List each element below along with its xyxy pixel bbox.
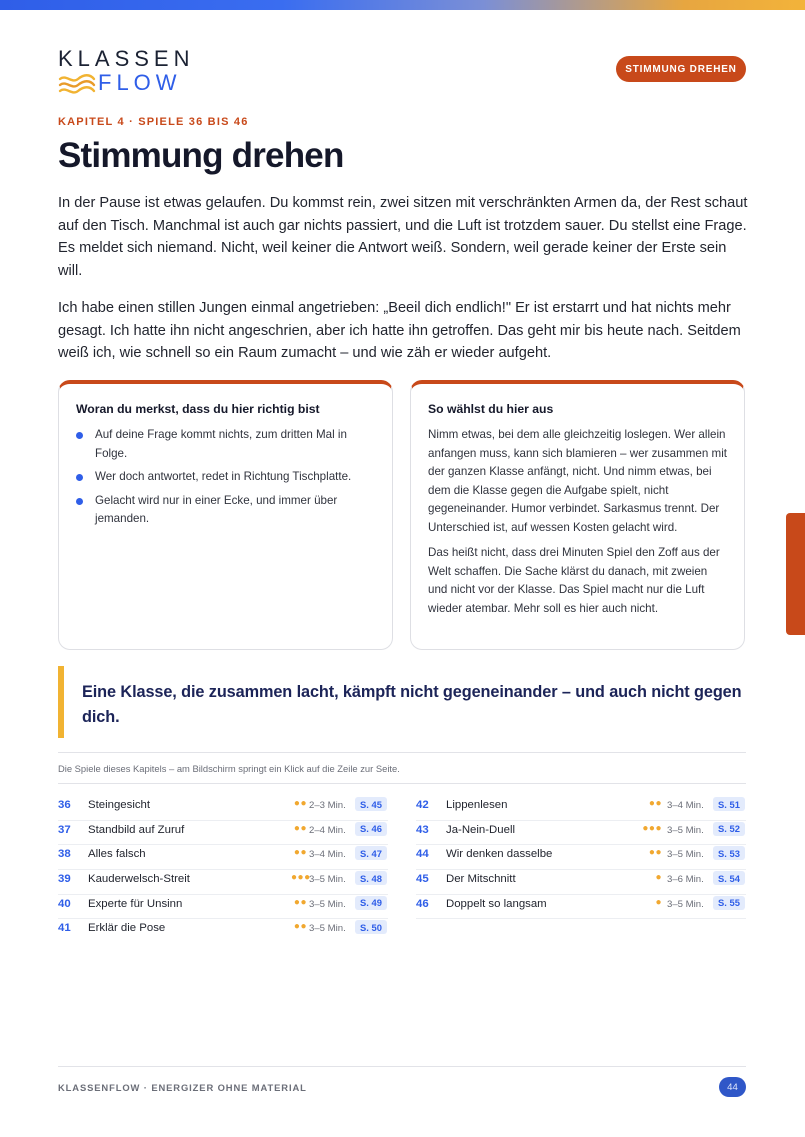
difficulty-dots-icon: ●●	[648, 847, 662, 859]
page-link[interactable]: S. 53	[713, 846, 745, 860]
game-row[interactable]	[58, 895, 388, 920]
page-link[interactable]: S. 54	[713, 871, 745, 885]
game-number: 45	[416, 873, 429, 886]
game-duration: 3–5 Min.	[667, 824, 704, 836]
game-name: Experte für Unsinn	[88, 897, 183, 910]
game-row[interactable]	[416, 821, 746, 846]
game-number: 39	[58, 873, 71, 886]
criteria-card	[58, 380, 393, 650]
difficulty-dots-icon: ●●	[293, 822, 307, 834]
bullet-icon	[76, 498, 83, 505]
selection-paragraph-1: Nimm etwas, bei dem alle gleichzeitig loslegen. Wer allein anfangen muss, kann sich blamieren – wer zusammen mit der ganzen Klasse anfängt, nicht. Und nimm etwas, bei dem die Klasse gegen die Aufgabe spielt, nicht gegeneinander. Humor verbindet. Sarkasmus trennt. Der Unterschied ist, auf wessen Kosten gelacht wird.	[428, 428, 727, 534]
top-gradient-bar	[0, 0, 805, 10]
game-row[interactable]	[58, 870, 388, 895]
criteria-heading: Woran du merkst, dass du hier richtig bist	[76, 402, 320, 416]
logo-text-bottom: FLOW	[98, 70, 182, 95]
game-row[interactable]	[416, 895, 746, 920]
page-title: Stimmung drehen	[58, 136, 344, 175]
game-number: 44	[416, 848, 429, 861]
game-number: 40	[58, 897, 71, 910]
game-duration: 2–3 Min.	[309, 800, 346, 811]
game-number: 36	[58, 799, 71, 811]
divider	[58, 783, 746, 784]
game-name: Erklär die Pose	[88, 922, 166, 935]
game-row[interactable]	[58, 796, 388, 821]
chapter-badge[interactable]: STIMMUNG DREHEN	[616, 56, 746, 82]
page-link[interactable]: S. 48	[355, 871, 387, 885]
game-name: Doppelt so langsam	[446, 897, 547, 910]
intro-paragraph-2: Ich habe einen stillen Jungen einmal angetrieben: „Beeil dich endlich!" Er ist erstarrt und hat nichts mehr gesagt. Ich hatte ihn nicht angeschrien, aber ich hatte ihn getroffen. Das geht mir bis heute nach. Seitdem weiß ich, wie schnell so ein Raum zumacht – und wie zäh er wieder aufgeht.	[58, 300, 741, 362]
game-number: 38	[58, 848, 71, 861]
chapter-side-tab[interactable]	[786, 513, 805, 635]
chapter-kicker: KAPITEL 4 · SPIELE 36 BIS 46	[58, 116, 249, 128]
difficulty-dots-icon: ●	[655, 872, 662, 884]
page-link[interactable]: S. 50	[355, 920, 387, 934]
games-list-left	[58, 796, 388, 944]
klassenflow-logo[interactable]	[58, 48, 198, 96]
page-link[interactable]: S. 55	[713, 896, 745, 910]
game-duration: 3–4 Min.	[309, 849, 346, 861]
difficulty-dots-icon: ●●	[293, 847, 307, 859]
game-number: 46	[416, 897, 429, 910]
game-number: 43	[416, 823, 429, 836]
game-name: Der Mitschnitt	[446, 873, 516, 886]
criteria-item: Wer doch antwortet, redet in Richtung Tischplatte.	[76, 468, 375, 487]
page-link[interactable]: S. 51	[713, 797, 745, 811]
difficulty-dots-icon: ●	[655, 896, 662, 908]
game-name: Kauderwelsch-Streit	[88, 873, 190, 886]
footer-text: KLASSENFLOW · ENERGIZER OHNE MATERIAL	[58, 1082, 307, 1093]
game-row[interactable]	[58, 845, 388, 870]
page-link[interactable]: S. 47	[355, 846, 387, 860]
difficulty-dots-icon: ●●●	[291, 872, 311, 884]
game-name: Ja-Nein-Duell	[446, 823, 516, 836]
difficulty-dots-icon: ●●	[648, 798, 662, 809]
game-duration: 3–5 Min.	[309, 923, 346, 935]
difficulty-dots-icon: ●●	[293, 896, 307, 908]
game-duration: 3–5 Min.	[667, 849, 704, 861]
selection-paragraph-2: Das heißt nicht, dass drei Minuten Spiel den Zoff aus der Welt schaffen. Die Sache klärst du danach, mit zweien und nicht vor der Klasse. Das Spiel macht nur die Luft wieder atembar. Mehr soll es hier auch nicht.	[428, 546, 720, 615]
pull-quote-text: Eine Klasse, die zusammen lacht, kämpft nicht gegeneinander – und auch nicht gegen dich.	[82, 683, 742, 726]
game-row[interactable]	[416, 796, 746, 821]
selection-heading: So wählst du hier aus	[428, 402, 554, 416]
difficulty-dots-icon: ●●●	[642, 822, 662, 834]
game-duration: 2–4 Min.	[309, 824, 346, 836]
game-name: Alles falsch	[88, 848, 146, 861]
game-name: Wir denken dasselbe	[446, 848, 553, 861]
game-duration: 3–5 Min.	[309, 874, 346, 886]
difficulty-dots-icon: ●●	[293, 921, 307, 933]
game-name: Standbild auf Zuruf	[88, 823, 185, 836]
game-name: Lippenlesen	[446, 799, 508, 811]
game-duration: 3–4 Min.	[667, 800, 704, 811]
pull-quote	[58, 666, 748, 738]
difficulty-dots-icon: ●●	[293, 798, 307, 809]
page-number-badge: 44	[719, 1077, 746, 1097]
games-note: Die Spiele dieses Kapitels – am Bildschirm springt ein Klick auf die Zeile zur Seite.	[58, 763, 400, 774]
page-link[interactable]: S. 49	[355, 896, 387, 910]
game-number: 37	[58, 823, 71, 836]
game-row[interactable]	[416, 870, 746, 895]
game-row[interactable]	[416, 845, 746, 870]
logo-text-top: KLASSEN	[58, 46, 195, 71]
bullet-icon	[76, 432, 83, 439]
game-row[interactable]	[58, 919, 388, 944]
divider	[58, 752, 746, 753]
game-duration: 3–5 Min.	[309, 898, 346, 910]
page-link[interactable]: S. 45	[355, 797, 387, 811]
criteria-item: Auf deine Frage kommt nichts, zum dritten Mal in Folge.	[76, 426, 375, 463]
games-list-right	[416, 796, 746, 919]
game-number: 42	[416, 799, 429, 811]
page-link[interactable]: S. 52	[713, 822, 745, 836]
page-link[interactable]: S. 46	[355, 822, 387, 836]
intro-paragraph-1: In der Pause ist etwas gelaufen. Du kommst rein, zwei sitzen mit verschränkten Armen da, der Rest schaut auf den Tisch. Manchmal ist auch gar nichts passiert, und die Luft ist trotzdem sauer. Du stellst eine Frage. Es meldet sich niemand. Nicht, weil keiner die Antwort weiß. Sondern, weil gerade keiner der Erste sein will.	[58, 195, 748, 279]
game-name: Steingesicht	[88, 799, 151, 811]
footer-divider	[58, 1066, 746, 1067]
game-row[interactable]	[58, 821, 388, 846]
game-number: 41	[58, 922, 71, 935]
game-duration: 3–5 Min.	[667, 898, 704, 910]
criteria-item: Gelacht wird nur in einer Ecke, und immer über jemanden.	[76, 492, 375, 529]
selection-card	[410, 380, 745, 650]
bullet-icon	[76, 474, 83, 481]
game-duration: 3–6 Min.	[667, 874, 704, 886]
waves-icon	[58, 72, 96, 94]
